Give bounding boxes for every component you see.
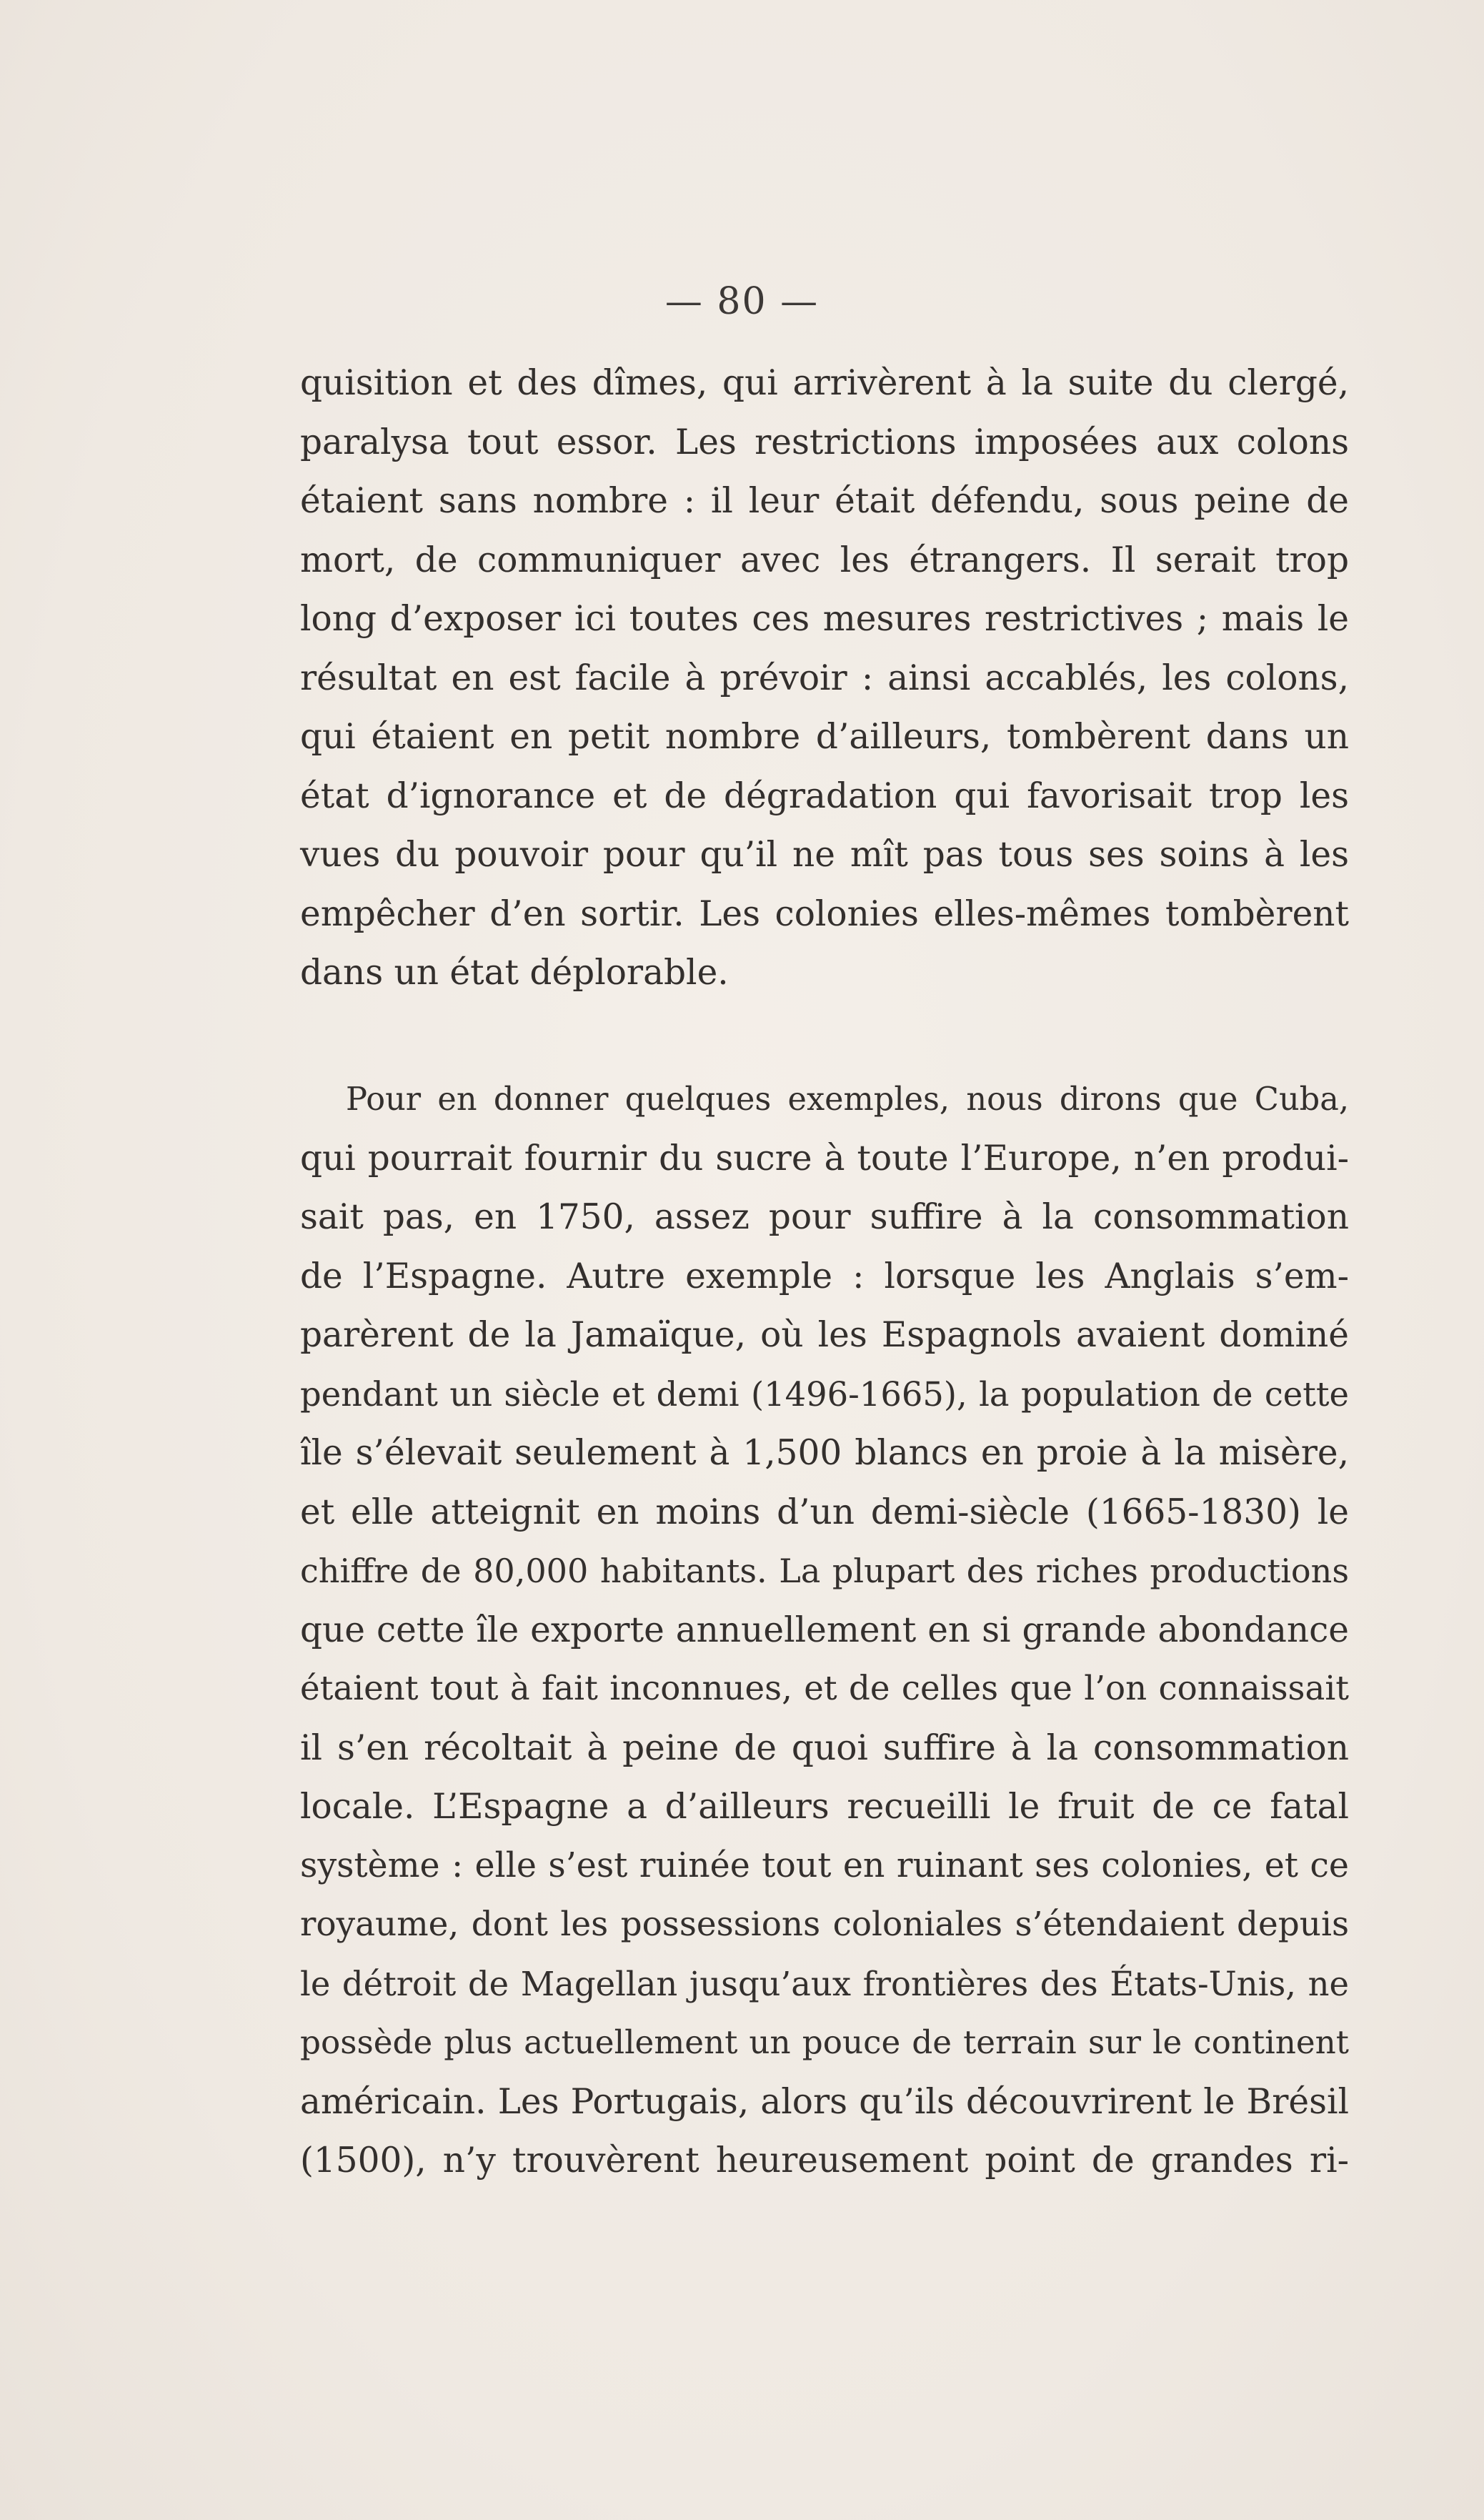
- text-line: pendant un siècle et demi (1496-1665), la population de cette: [300, 1374, 1349, 1414]
- text-line: état d’ignorance et de dégradation qui favorisait trop les: [300, 775, 1349, 816]
- text-line: qui étaient en petit nombre d’ailleurs, tombèrent dans un: [300, 717, 1349, 757]
- text-line: résultat en est facile à prévoir : ainsi accablés, les colons,: [300, 658, 1349, 698]
- text-line: vues du pouvoir pour qu’il ne mît pas tous ses soins à les: [300, 835, 1349, 875]
- paragraph-1: [300, 354, 1349, 1003]
- text-line: le détroit de Magellan jusqu’aux frontières des États-Unis, ne: [300, 1964, 1349, 2003]
- text-line: parèrent de la Jamaïque, où les Espagnols avaient dominé: [300, 1315, 1349, 1355]
- text-line: possède plus actuellement un pouce de terrain sur le continent: [300, 2023, 1349, 2061]
- text-line: locale. L’Espagne a d’ailleurs recueilli le fruit de ce fatal: [300, 1787, 1349, 1827]
- text-line: mort, de communiquer avec les étrangers. Il serait trop: [300, 540, 1349, 580]
- text-line: étaient tout à fait inconnues, et de celles que l’on connaissait: [300, 1670, 1349, 1708]
- text-line: (1500), n’y trouvèrent heureusement point de grandes ri-: [300, 2140, 1349, 2181]
- text-line: royaume, dont les possessions coloniales s’étendaient depuis: [300, 1905, 1349, 1944]
- text-line: dans un état déplorable.: [300, 953, 729, 993]
- text-line: paralysa tout essor. Les restrictions imposées aux colons: [300, 422, 1349, 462]
- text-line: étaient sans nombre : il leur était défendu, sous peine de: [300, 481, 1349, 521]
- text-line: système : elle s’est ruinée tout en ruinant ses colonies, et ce: [300, 1845, 1349, 1885]
- text-line: Pour en donner quelques exemples, nous dirons que Cuba,: [346, 1081, 1349, 1118]
- text-line: sait pas, en 1750, assez pour suffire à la consommation: [300, 1197, 1349, 1237]
- text-line: quisition et des dîmes, qui arrivèrent à la suite du clergé,: [300, 363, 1349, 403]
- text-line: américain. Les Portugais, alors qu’ils découvrirent le Brésil: [300, 2081, 1349, 2122]
- text-line: empêcher d’en sortir. Les colonies elles-mêmes tombèrent: [300, 893, 1349, 934]
- text-line: que cette île exporte annuellement en si grande abondance: [300, 1609, 1349, 1650]
- text-line: il s’en récoltait à peine de quoi suffire à la consommation: [300, 1727, 1349, 1768]
- text-line: long d’exposer ici toutes ces mesures restrictives ; mais le: [300, 599, 1349, 639]
- text-line: et elle atteignit en moins d’un demi-siècle (1665-1830) le: [300, 1492, 1349, 1532]
- text-line: chiffre de 80,000 habitants. La plupart des riches productions: [300, 1552, 1349, 1590]
- page-number: — 80 —: [664, 280, 820, 323]
- text-line: île s’élevait seulement à 1,500 blancs en proie à la misère,: [300, 1433, 1349, 1473]
- text-line: de l’Espagne. Autre exemple : lorsque les Anglais s’em-: [300, 1256, 1349, 1296]
- paragraph-2: [300, 1070, 1349, 2191]
- text-line: qui pourrait fournir du sucre à toute l’Europe, n’en produi-: [300, 1138, 1349, 1179]
